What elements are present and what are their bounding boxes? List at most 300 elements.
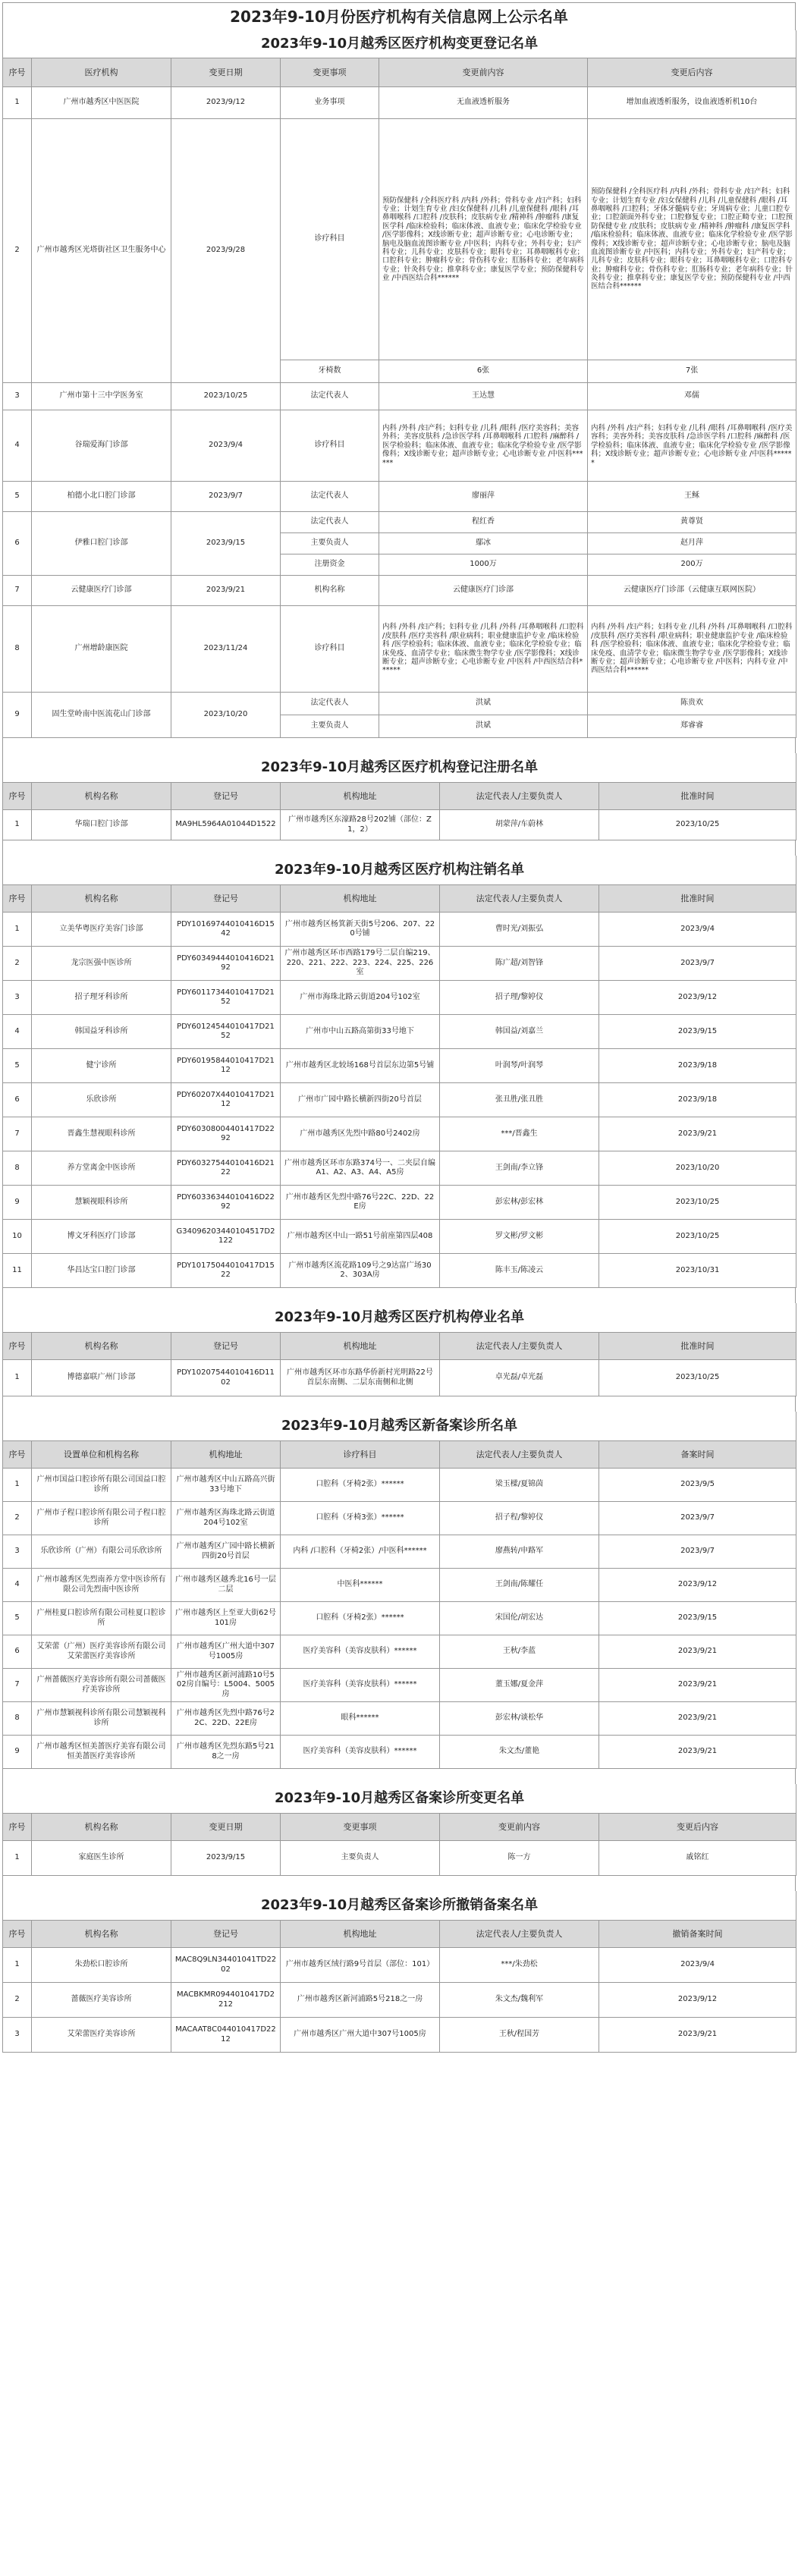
- col-5: 彭宏林/彭宏林: [440, 1186, 599, 1220]
- col-3: PDY60308004401417D2292: [171, 1117, 281, 1151]
- institution-name: 广州市越秀区中医医院: [32, 87, 171, 119]
- column-header: 法定代表人/主要负责人: [440, 1333, 599, 1360]
- row-number: 3: [3, 981, 32, 1015]
- column-header: 序号: [3, 1814, 32, 1841]
- after-content: 预防保健科 /全科医疗科 /内科 /外科；骨科专业 /妇产科；妇科专业；计划生育专业 /妇女保健科 /儿科 /儿童保健科 /眼科 /耳鼻咽喉科 /口腔科；牙体牙髓病专业；牙周病专业；儿童口腔专业；口腔颌面外科专业；口腔修复专业；口腔正畸专业；口腔预防保健专业 /皮肤科；皮肤病专业 /精神科 /肿瘤科 /康复医学科 /临床检验科；临床体液、血液专业；临床化学检验专业 /医学影像科；X线诊断专业；超声诊断专业；心电诊断专业；脑电及脑血流图诊断专业 /中医科；内科专业；外科专业；妇产科专业；儿科专业；皮肤科专业；眼科专业；耳鼻咽喉科专业；口腔科专业；肿瘤科专业；骨伤科专业；肛肠科专业；老年病科专业；针灸科专业；推拿科专业；康复医学专业；预防保健科专业 /中西医结合科******: [588, 119, 796, 360]
- column-header: 机构名称: [32, 783, 171, 810]
- col-4: 广州市越秀区中山一路51号前座第四层408: [281, 1220, 440, 1254]
- table-row: [3, 1535, 796, 1569]
- col-5: 朱文杰/董艳: [440, 1736, 599, 1769]
- after-content: 内科 /外科 /妇产科；妇科专业 /儿科 /眼科 /耳鼻咽喉科 /医疗美容科；美容外科；美容皮肤科 /急诊医学科 /口腔科 /麻醉科 /医学检验科；临床体液、血液专业；临床化学检验专业 /医学影像科；X线诊断专业；超声诊断专业；心电诊断专业 /中医科******: [588, 410, 796, 482]
- column-header: 登记号: [171, 885, 281, 913]
- column-header: 变更日期: [171, 58, 281, 87]
- column-header: 撤销备案时间: [599, 1921, 796, 1948]
- col-6: 2023/9/18: [599, 1083, 796, 1117]
- suspend-header-row: [3, 1333, 796, 1360]
- column-header: 变更事项: [281, 58, 379, 87]
- col-6: 2023/9/7: [599, 1502, 796, 1535]
- col-3: MACAAT8C044010417D2212: [171, 2018, 281, 2053]
- column-header: 登记号: [171, 1333, 281, 1360]
- row-number: 3: [3, 1535, 32, 1569]
- institution-name: 朱劲松口腔诊所: [32, 1948, 171, 1983]
- before-content: 洪斌: [379, 693, 588, 715]
- change-table: [2, 30, 796, 738]
- before-content: 6张: [379, 360, 588, 383]
- col-4: 口腔科（牙椅3张）******: [281, 1502, 440, 1535]
- col-4: 广州市越秀区新河浦路5号218之一房: [281, 1983, 440, 2018]
- col-5: ***/朱劲松: [440, 1948, 599, 1983]
- column-header: 法定代表人/主要负责人: [440, 885, 599, 913]
- before-content: 1000万: [379, 554, 588, 576]
- col-6: 2023/9/7: [599, 947, 796, 981]
- col-6: 2023/9/18: [599, 1049, 796, 1083]
- col-4: 广州市越秀区杨箕新天街5号206、207、220号铺: [281, 913, 440, 947]
- col-6: 2023/9/5: [599, 1469, 796, 1502]
- before-content: 王达慧: [379, 383, 588, 410]
- table-row: [3, 1015, 796, 1049]
- column-header: 序号: [3, 1921, 32, 1948]
- row-number: 1: [3, 810, 32, 840]
- column-header: 诊疗科目: [281, 1441, 440, 1469]
- col-4: 医疗美容科（美容皮肤科）******: [281, 1736, 440, 1769]
- col-3: G34096203440104517D2122: [171, 1220, 281, 1254]
- col-3: 广州市越秀区广州大道中307号1005房: [171, 1635, 281, 1669]
- institution-name: 广州市第十三中学医务室: [32, 383, 171, 410]
- institution-name: 广州增龄康医院: [32, 606, 171, 693]
- row-number: 6: [3, 512, 32, 576]
- clinic-revoke-table: [2, 1891, 796, 2053]
- col-5: 王秋/李蓝: [440, 1635, 599, 1669]
- cancel-table: [2, 856, 796, 1288]
- col-4: 广州市越秀区先烈中路80号2402房: [281, 1117, 440, 1151]
- row-number: 5: [3, 1049, 32, 1083]
- clinic-change-header-row: [3, 1814, 796, 1841]
- col-4: 广州市越秀区环市东路374号一、二夹层自编A1、A2、A3、A4、A5房: [281, 1151, 440, 1186]
- table-row: [3, 1049, 796, 1083]
- column-header: 变更后内容: [588, 58, 796, 87]
- change-item: 牙椅数: [281, 360, 379, 383]
- table-row: [3, 1736, 796, 1769]
- column-header: 设置单位和机构名称: [32, 1441, 171, 1469]
- col-5: 张丑胜/张丑胜: [440, 1083, 599, 1117]
- after-content: 云健康医疗门诊部（云健康互联网医院）: [588, 576, 796, 606]
- col-4: 广州市海珠北路云街道204号102室: [281, 981, 440, 1015]
- table-row: [3, 1083, 796, 1117]
- col-5: 罗文彬/罗文彬: [440, 1220, 599, 1254]
- register-table: [2, 753, 796, 840]
- table-row: [3, 810, 796, 840]
- col-5: 朱文杰/魏利军: [440, 1983, 599, 2018]
- col-3: 2023/9/15: [171, 1841, 281, 1876]
- column-header: 变更前内容: [379, 58, 588, 87]
- col-3: PDY10175044010417D1522: [171, 1254, 281, 1288]
- before-content: 廖丽萍: [379, 482, 588, 512]
- col-5: ***/晋鑫生: [440, 1117, 599, 1151]
- col-4: 广州市广园中路长横新四街20号首层: [281, 1083, 440, 1117]
- col-4: 主要负责人: [281, 1841, 440, 1876]
- table-row: [3, 1220, 796, 1254]
- row-number: 11: [3, 1254, 32, 1288]
- col-6: 2023/9/12: [599, 1983, 796, 2018]
- col-5: 陈一方: [440, 1841, 599, 1876]
- col-6: 2023/9/15: [599, 1015, 796, 1049]
- row-number: 4: [3, 1015, 32, 1049]
- col-4: 广州市中山五路高第街33号地下: [281, 1015, 440, 1049]
- institution-name: 固生堂岭南中医流花山门诊部: [32, 693, 171, 738]
- col-5: 梁玉樑/夏锦茵: [440, 1469, 599, 1502]
- column-header: 机构名称: [32, 1333, 171, 1360]
- clinic-new-section-title: 2023年9-10月越秀区新备案诊所名单: [3, 1412, 796, 1441]
- column-header: 机构地址: [281, 885, 440, 913]
- col-3: 广州市越秀区广园中路长横新四街20号首层: [171, 1535, 281, 1569]
- change-date: 2023/10/20: [171, 693, 281, 738]
- change-item: 业务事项: [281, 87, 379, 119]
- row-number: 2: [3, 119, 32, 383]
- col-6: 2023/9/21: [599, 1669, 796, 1702]
- clinic-change-table: [2, 1784, 796, 1876]
- column-header: 批准时间: [599, 885, 796, 913]
- change-row: [3, 606, 796, 693]
- change-item: 法定代表人: [281, 512, 379, 533]
- change-item: 诊疗科目: [281, 119, 379, 360]
- institution-name: 招子理牙科诊所: [32, 981, 171, 1015]
- col-3: 广州市越秀区先烈中路76号22C、22D、22E房: [171, 1702, 281, 1736]
- row-number: 9: [3, 1736, 32, 1769]
- column-header: 机构地址: [281, 1333, 440, 1360]
- col-4: 医疗美容科（美容皮肤科）******: [281, 1669, 440, 1702]
- after-content: 邓儒: [588, 383, 796, 410]
- col-6: 2023/9/15: [599, 1602, 796, 1635]
- col-5: 韩国益/刘嘉兰: [440, 1015, 599, 1049]
- column-header: 序号: [3, 1333, 32, 1360]
- institution-name: 柏德小北口腔门诊部: [32, 482, 171, 512]
- institution-name: 艾荣蕾医疗美容诊所: [32, 2018, 171, 2053]
- col-3: MACBKMR0944010417D2212: [171, 1983, 281, 2018]
- change-row: [3, 512, 796, 533]
- institution-name: 谷瑞爱海门诊部: [32, 410, 171, 482]
- change-date: 2023/9/15: [171, 512, 281, 576]
- after-content: 陈贵欢: [588, 693, 796, 715]
- col-4: 广州市越秀区先烈中路76号22C、22D、22E房: [281, 1186, 440, 1220]
- institution-name: 广州市越秀区先烈南养方堂中医诊所有限公司先烈南中医诊所: [32, 1569, 171, 1602]
- col-6: 戚铭红: [599, 1841, 796, 1876]
- col-5: 宋国伦/胡宏达: [440, 1602, 599, 1635]
- col-6: 2023/10/20: [599, 1151, 796, 1186]
- col-4: 口腔科（牙椅2张）******: [281, 1469, 440, 1502]
- row-number: 8: [3, 606, 32, 693]
- main-title: 2023年9-10月份医疗机构有关信息网上公示名单: [2, 2, 796, 30]
- column-header: 备案时间: [599, 1441, 796, 1469]
- row-number: 7: [3, 1117, 32, 1151]
- column-header: 序号: [3, 885, 32, 913]
- row-number: 4: [3, 410, 32, 482]
- after-content: 赵月萍: [588, 533, 796, 554]
- row-number: 2: [3, 1502, 32, 1535]
- institution-name: 广州市慧颖视科诊所有限公司慧颖视科诊所: [32, 1702, 171, 1736]
- institution-name: 广州市国益口腔诊所有限公司国益口腔诊所: [32, 1469, 171, 1502]
- column-header: 变更日期: [171, 1814, 281, 1841]
- col-5: 陈广超/刘智锋: [440, 947, 599, 981]
- table-row: [3, 947, 796, 981]
- row-number: 8: [3, 1702, 32, 1736]
- institution-name: 立美华粤医疗美容门诊部: [32, 913, 171, 947]
- column-header: 机构地址: [281, 1921, 440, 1948]
- after-content: 王稣: [588, 482, 796, 512]
- table-row: [3, 1948, 796, 1983]
- col-5: 招子程/黎婷仪: [440, 1502, 599, 1535]
- institution-name: 广州市越秀区光塔街社区卫生服务中心: [32, 119, 171, 383]
- col-6: 2023/10/31: [599, 1254, 796, 1288]
- column-header: 法定代表人/主要负责人: [440, 1441, 599, 1469]
- col-5: 王剑南/陈耀任: [440, 1569, 599, 1602]
- institution-name: 广州市越秀区恒美蔷医疗美容有限公司恒美蔷医疗美容诊所: [32, 1736, 171, 1769]
- col-6: 2023/9/4: [599, 1948, 796, 1983]
- clinic-new-header-row: [3, 1441, 796, 1469]
- before-content: 鄢冰: [379, 533, 588, 554]
- col-6: 2023/9/21: [599, 1635, 796, 1669]
- row-number: 6: [3, 1635, 32, 1669]
- col-4: 广州市越秀区东濠路28号202铺（部位：Z1，2）: [281, 810, 440, 840]
- row-number: 7: [3, 576, 32, 606]
- col-4: 广州市越秀区环市西路179号二层自编219、220、221、222、223、224、225、226室: [281, 947, 440, 981]
- col-6: 2023/10/25: [599, 1360, 796, 1396]
- row-number: 8: [3, 1151, 32, 1186]
- col-4: 广州市越秀区广州大道中307号1005房: [281, 2018, 440, 2053]
- cancel-header-row: [3, 885, 796, 913]
- col-3: PDY60336344010416D2292: [171, 1186, 281, 1220]
- change-row: [3, 576, 796, 606]
- column-header: 法定代表人/主要负责人: [440, 783, 599, 810]
- col-3: PDY10169744010416D1542: [171, 913, 281, 947]
- suspend-section-title: 2023年9-10月越秀区医疗机构停业名单: [3, 1303, 796, 1333]
- change-date: 2023/9/21: [171, 576, 281, 606]
- col-3: PDY60195844010417D2112: [171, 1049, 281, 1083]
- institution-name: 乐欣诊所（广州）有限公司乐欣诊所: [32, 1535, 171, 1569]
- col-6: 2023/10/25: [599, 1220, 796, 1254]
- column-header: 法定代表人/主要负责人: [440, 1921, 599, 1948]
- change-date: 2023/9/12: [171, 87, 281, 119]
- institution-name: 伊雅口腔门诊部: [32, 512, 171, 576]
- column-header: 登记号: [171, 1921, 281, 1948]
- change-section-title: 2023年9-10月越秀区医疗机构变更登记名单: [3, 30, 796, 58]
- table-row: [3, 1602, 796, 1635]
- col-3: MAC8Q9LN34401041TD2202: [171, 1948, 281, 1983]
- table-row: [3, 913, 796, 947]
- col-3: 广州市越秀区先烈东路5号218之一房: [171, 1736, 281, 1769]
- row-number: 2: [3, 1983, 32, 2018]
- after-content: 200万: [588, 554, 796, 576]
- document-page: [2, 2, 796, 2053]
- table-row: [3, 1502, 796, 1535]
- col-3: 广州市越秀区上至亚大街62号101房: [171, 1602, 281, 1635]
- before-content: 程红香: [379, 512, 588, 533]
- col-4: 内科 /口腔科（牙椅2张）/中医科******: [281, 1535, 440, 1569]
- before-content: 云健康医疗门诊部: [379, 576, 588, 606]
- col-5: 陈丰玉/陈凌云: [440, 1254, 599, 1288]
- col-4: 广州市越秀区环市东路华侨新村光明路22号首层东南侧、二层东南侧和北侧: [281, 1360, 440, 1396]
- col-4: 广州市越秀区流花路109号之9达富广场302、303A房: [281, 1254, 440, 1288]
- institution-name: 慧颖视眼科诊所: [32, 1186, 171, 1220]
- col-4: 眼科******: [281, 1702, 440, 1736]
- col-6: 2023/9/21: [599, 1736, 796, 1769]
- cancel-section-title: 2023年9-10月越秀区医疗机构注销名单: [3, 856, 796, 885]
- institution-name: 广州蔷薇医疗美容诊所有限公司蔷薇医疗美容诊所: [32, 1669, 171, 1702]
- col-6: 2023/9/12: [599, 981, 796, 1015]
- table-row: [3, 1702, 796, 1736]
- institution-name: 养方堂离金中医诊所: [32, 1151, 171, 1186]
- col-5: 曹时光/刘振弘: [440, 913, 599, 947]
- col-6: 2023/9/4: [599, 913, 796, 947]
- change-row: [3, 87, 796, 119]
- change-item: 主要负责人: [281, 533, 379, 554]
- table-row: [3, 1635, 796, 1669]
- suspend-table: [2, 1303, 796, 1396]
- column-header: 机构地址: [281, 783, 440, 810]
- change-item: 诊疗科目: [281, 410, 379, 482]
- change-date: 2023/9/4: [171, 410, 281, 482]
- before-content: 预防保健科 /全科医疗科 /内科 /外科；骨科专业 /妇产科；妇科专业；计划生育专业 /妇女保健科 /儿科 /儿童保健科 /眼科 /耳鼻咽喉科 /口腔科 /皮肤科；皮肤病专业 /精神科 /肿瘤科 /康复医学科 /临床检验科；临床体液、血液专业；临床化学检验专业 /医学影像科；X线诊断专业；超声诊断专业；心电诊断专业；脑电及脑血流图诊断专业 /中医科；内科专业；外科专业；妇产科专业；儿科专业；皮肤科专业；眼科专业；耳鼻咽喉科专业；口腔科专业；肿瘤科专业；骨伤科专业；肛肠科专业；老年病科专业；针灸科专业；推拿科专业；康复医学专业；预防保健科专业 /中西医结合科******: [379, 119, 588, 360]
- institution-name: 晋鑫生慧视眼科诊所: [32, 1117, 171, 1151]
- col-4: 广州市越秀区绒行路9号首层（部位：101）: [281, 1948, 440, 1983]
- col-6: 2023/9/7: [599, 1535, 796, 1569]
- col-3: PDY60207X44010417D2112: [171, 1083, 281, 1117]
- register-header-row: [3, 783, 796, 810]
- change-item: 诊疗科目: [281, 606, 379, 693]
- table-row: [3, 1151, 796, 1186]
- change-item: 法定代表人: [281, 693, 379, 715]
- col-4: 广州市越秀区北较场168号首层东边第5号铺: [281, 1049, 440, 1083]
- col-6: 2023/9/12: [599, 1569, 796, 1602]
- column-header: 机构地址: [171, 1441, 281, 1469]
- change-date: 2023/9/7: [171, 482, 281, 512]
- clinic-change-section-title: 2023年9-10月越秀区备案诊所变更名单: [3, 1784, 796, 1814]
- col-3: PDY60117344010417D2152: [171, 981, 281, 1015]
- row-number: 6: [3, 1083, 32, 1117]
- clinic-new-table: [2, 1412, 796, 1769]
- col-3: PDY10207544010416D1102: [171, 1360, 281, 1396]
- institution-name: 华瑞口腔门诊部: [32, 810, 171, 840]
- change-row: [3, 119, 796, 360]
- table-row: [3, 1569, 796, 1602]
- change-item: 主要负责人: [281, 715, 379, 738]
- column-header: 序号: [3, 58, 32, 87]
- col-3: 广州市越秀区越秀北16号一层二层: [171, 1569, 281, 1602]
- register-section-title: 2023年9-10月越秀区医疗机构登记注册名单: [3, 753, 796, 783]
- table-row: [3, 1469, 796, 1502]
- column-header: 变更前内容: [440, 1814, 599, 1841]
- col-5: 彭宏林/谈松华: [440, 1702, 599, 1736]
- change-item: 注册资金: [281, 554, 379, 576]
- institution-name: 博文牙科医疗门诊部: [32, 1220, 171, 1254]
- institution-name: 家庭医生诊所: [32, 1841, 171, 1876]
- row-number: 7: [3, 1669, 32, 1702]
- row-number: 1: [3, 913, 32, 947]
- clinic-revoke-header-row: [3, 1921, 796, 1948]
- change-row: [3, 693, 796, 715]
- row-number: 9: [3, 1186, 32, 1220]
- column-header: 变更后内容: [599, 1814, 796, 1841]
- change-item: 机构名称: [281, 576, 379, 606]
- column-header: 登记号: [171, 783, 281, 810]
- column-header: 机构名称: [32, 1814, 171, 1841]
- col-5: 王秋/程国芳: [440, 2018, 599, 2053]
- col-6: 2023/9/21: [599, 1702, 796, 1736]
- institution-name: 龙宗医强中医诊所: [32, 947, 171, 981]
- institution-name: 广州桂夏口腔诊所有限公司桂夏口腔诊所: [32, 1602, 171, 1635]
- col-3: 广州市越秀区海珠北路云街道204号102室: [171, 1502, 281, 1535]
- institution-name: 广州市子程口腔诊所有限公司子程口腔诊所: [32, 1502, 171, 1535]
- after-content: 黄尊贤: [588, 512, 796, 533]
- change-row: [3, 410, 796, 482]
- institution-name: 华昌达宝口腔门诊部: [32, 1254, 171, 1288]
- row-number: 5: [3, 482, 32, 512]
- institution-name: 蔷薇医疗美容诊所: [32, 1983, 171, 2018]
- table-row: [3, 981, 796, 1015]
- column-header: 机构名称: [32, 1921, 171, 1948]
- after-content: 7张: [588, 360, 796, 383]
- col-3: PDY60124544010417D2152: [171, 1015, 281, 1049]
- column-header: 批准时间: [599, 783, 796, 810]
- row-number: 1: [3, 1360, 32, 1396]
- col-5: 廖燕转/申路军: [440, 1535, 599, 1569]
- table-row: [3, 1983, 796, 2018]
- before-content: 洪斌: [379, 715, 588, 738]
- row-number: 10: [3, 1220, 32, 1254]
- col-3: 广州市越秀区中山五路高兴街33号地下: [171, 1469, 281, 1502]
- col-3: MA9HL5964A01044D1522: [171, 810, 281, 840]
- institution-name: 韩国益牙科诊所: [32, 1015, 171, 1049]
- table-row: [3, 1841, 796, 1876]
- before-content: 无血液透析服务: [379, 87, 588, 119]
- before-content: 内科 /外科 /妇产科；妇科专业 /儿科 /眼科 /医疗美容科；美容外科；美容皮肤科 /急诊医学科 /耳鼻咽喉科 /口腔科 /麻醉科 /医学检验科；临床体液、血液专业；临床化学检验专业 /医学影像科；X线诊断专业；超声诊断专业；心电诊断专业 /中医科******: [379, 410, 588, 482]
- after-content: 郑睿睿: [588, 715, 796, 738]
- col-5: 卓光磊/卓光磊: [440, 1360, 599, 1396]
- col-3: PDY60327544010416D2122: [171, 1151, 281, 1186]
- row-number: 9: [3, 693, 32, 738]
- after-content: 增加血液透析服务，设血液透析机10台: [588, 87, 796, 119]
- col-5: 胡蒙萍/车蔚林: [440, 810, 599, 840]
- change-row: [3, 383, 796, 410]
- table-row: [3, 1254, 796, 1288]
- after-content: 内科 /外科 /妇产科；妇科专业 /儿科 /外科 /耳鼻咽喉科 /口腔科 /皮肤科 /医疗美容科 /职业病科；职业健康监护专业 /临床检验科 /医学检验科；临床体液、血液专业；临床化学检验专业；临床免疫、血清学专业；临床微生物学专业 /医学影像科；X线诊断专业；超声诊断专业；心电诊断专业 /中医科；内科专业 /中西医结合科******: [588, 606, 796, 693]
- before-content: 内科 /外科 /妇产科；妇科专业 /儿科 /外科 /耳鼻咽喉科 /口腔科 /皮肤科 /医疗美容科 /职业病科；职业健康监护专业 /临床检验科 /医学检验科；临床体液、血液专业；临床化学检验专业；临床免疫、血清学专业；临床微生物学专业 /医学影像科；X线诊断专业；超声诊断专业；心电诊断专业 /中医科 /中西医结合科******: [379, 606, 588, 693]
- change-item: 法定代表人: [281, 482, 379, 512]
- col-5: 招子理/黎婷仪: [440, 981, 599, 1015]
- institution-name: 云健康医疗门诊部: [32, 576, 171, 606]
- row-number: 3: [3, 383, 32, 410]
- col-6: 2023/10/25: [599, 1186, 796, 1220]
- row-number: 4: [3, 1569, 32, 1602]
- col-3: PDY60349444010416D2192: [171, 947, 281, 981]
- institution-name: 乐欣诊所: [32, 1083, 171, 1117]
- column-header: 序号: [3, 783, 32, 810]
- column-header: 批准时间: [599, 1333, 796, 1360]
- col-6: 2023/9/21: [599, 2018, 796, 2053]
- table-row: [3, 1360, 796, 1396]
- table-row: [3, 2018, 796, 2053]
- column-header: 机构名称: [32, 885, 171, 913]
- institution-name: 健宁诊所: [32, 1049, 171, 1083]
- row-number: 1: [3, 1469, 32, 1502]
- col-5: 王剑南/李立锋: [440, 1151, 599, 1186]
- row-number: 1: [3, 1841, 32, 1876]
- row-number: 5: [3, 1602, 32, 1635]
- row-number: 1: [3, 1948, 32, 1983]
- col-6: 2023/10/25: [599, 810, 796, 840]
- column-header: 序号: [3, 1441, 32, 1469]
- clinic-revoke-section-title: 2023年9-10月越秀区备案诊所撤销备案名单: [3, 1891, 796, 1921]
- table-row: [3, 1669, 796, 1702]
